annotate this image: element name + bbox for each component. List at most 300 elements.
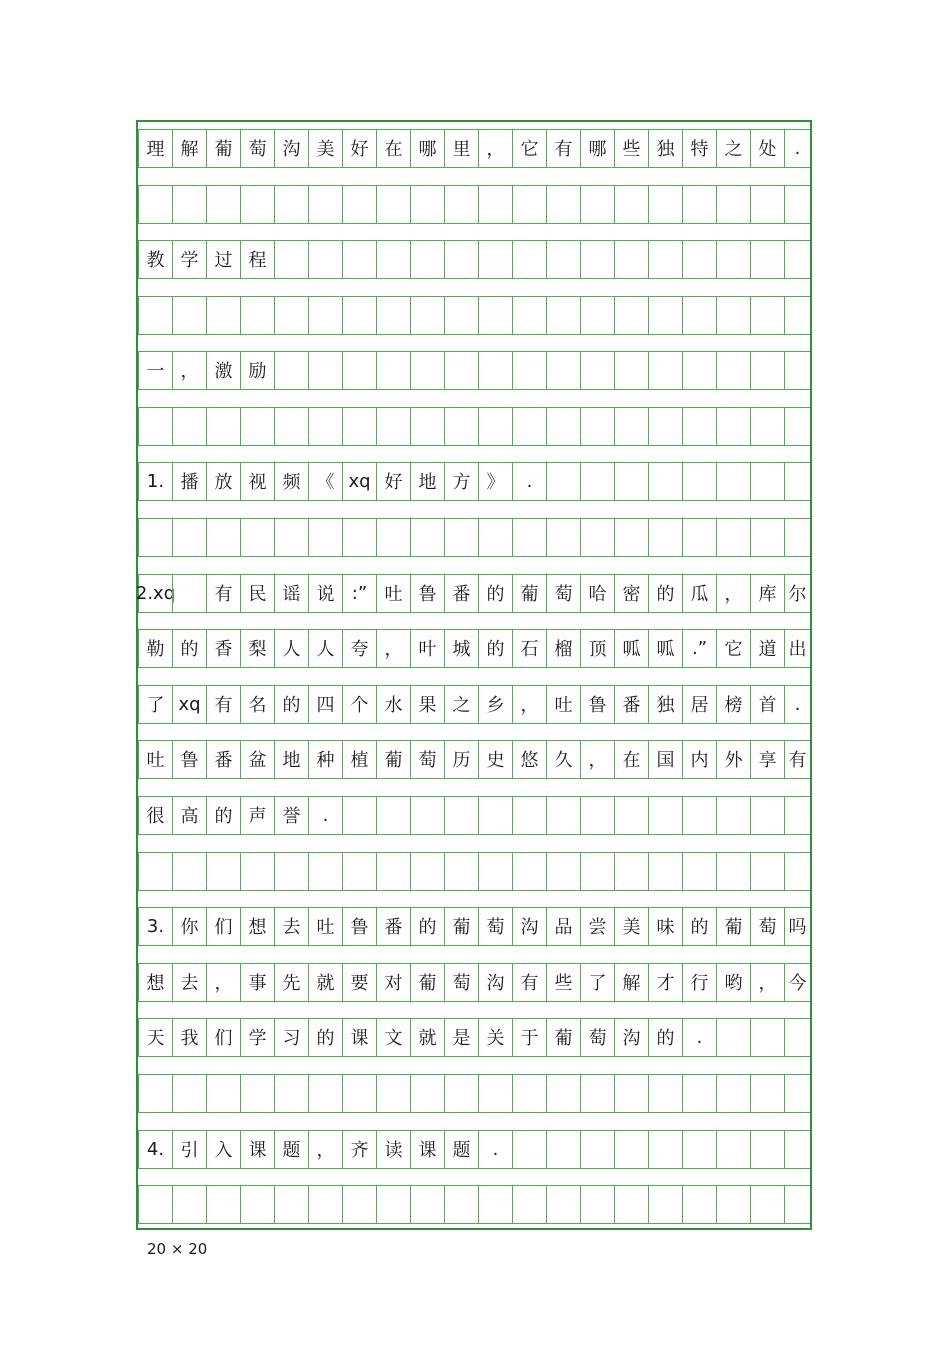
grid-cell: ，	[750, 963, 784, 1001]
grid-cell: 事	[240, 963, 274, 1001]
grid-cell: 史	[478, 740, 512, 778]
grid-cell	[478, 351, 512, 389]
grid-cell	[580, 1130, 614, 1168]
grid-row	[138, 462, 810, 500]
grid-cell: 榴	[546, 629, 580, 667]
grid-row-bottom-line	[138, 778, 810, 779]
grid-row-bottom-line	[138, 278, 810, 279]
grid-cell	[648, 1185, 682, 1223]
grid-cell	[478, 296, 512, 334]
grid-cell	[172, 1074, 206, 1112]
grid-cell: ，	[716, 574, 750, 612]
grid-cell: 沟	[512, 907, 546, 945]
grid-cell	[648, 1074, 682, 1112]
grid-cell	[648, 351, 682, 389]
grid-cell	[376, 518, 410, 556]
grid-cell	[478, 240, 512, 278]
grid-cell: 在	[376, 129, 410, 167]
grid-cell	[648, 407, 682, 445]
grid-cell	[614, 296, 648, 334]
grid-cell: 理	[138, 129, 172, 167]
grid-cell: 声	[240, 796, 274, 834]
grid-cell: 谣	[274, 574, 308, 612]
grid-cell	[512, 1074, 546, 1112]
grid-cell	[478, 852, 512, 890]
grid-cell: 的	[478, 574, 512, 612]
grid-cell: 内	[682, 740, 716, 778]
grid-cell: 萄	[410, 740, 444, 778]
grid-cell	[580, 296, 614, 334]
grid-cell	[750, 1074, 784, 1112]
grid-cell: 引	[172, 1130, 206, 1168]
grid-cell	[410, 1185, 444, 1223]
grid-cell: 香	[206, 629, 240, 667]
grid-cell	[274, 852, 308, 890]
grid-cell	[410, 796, 444, 834]
grid-cell	[172, 185, 206, 223]
grid-cell: ，	[206, 963, 240, 1001]
grid-cell	[784, 462, 810, 500]
grid-cell	[750, 1018, 784, 1056]
grid-cell	[546, 185, 580, 223]
grid-row-bottom-line	[138, 445, 810, 446]
grid-cell: 葡	[546, 1018, 580, 1056]
grid-cell: ，	[512, 685, 546, 723]
grid-cell	[444, 796, 478, 834]
grid-row	[138, 240, 810, 278]
grid-cell: 享	[750, 740, 784, 778]
grid-cell: 葡	[206, 129, 240, 167]
grid-row-bottom-line	[138, 1056, 810, 1057]
grid-cell: 天	[138, 1018, 172, 1056]
grid-cell: 方	[444, 462, 478, 500]
grid-cell: 国	[648, 740, 682, 778]
grid-cell	[206, 407, 240, 445]
grid-cell: 了	[580, 963, 614, 1001]
grid-cell: 于	[512, 1018, 546, 1056]
grid-cell	[580, 1185, 614, 1223]
grid-cell: 的	[648, 574, 682, 612]
grid-cell	[274, 185, 308, 223]
grid-cell	[444, 518, 478, 556]
grid-cell: 高	[172, 796, 206, 834]
grid-cell: 吗	[784, 907, 810, 945]
grid-cell	[682, 240, 716, 278]
grid-row-bottom-line	[138, 1001, 810, 1002]
grid-cell	[546, 518, 580, 556]
grid-cell: .	[308, 796, 342, 834]
grid-row	[138, 129, 810, 167]
grid-cell	[172, 1185, 206, 1223]
grid-cell: 题	[274, 1130, 308, 1168]
grid-cell	[512, 796, 546, 834]
grid-cell	[138, 1185, 172, 1223]
grid-cell	[376, 185, 410, 223]
grid-cell: 课	[240, 1130, 274, 1168]
grid-cell	[342, 240, 376, 278]
grid-cell	[716, 240, 750, 278]
grid-cell	[648, 518, 682, 556]
grid-cell: 学	[172, 240, 206, 278]
grid-cell: 沟	[614, 1018, 648, 1056]
grid-cell: 3.	[138, 907, 172, 945]
grid-cell: 番	[376, 907, 410, 945]
grid-cell	[308, 518, 342, 556]
grid-cell	[716, 796, 750, 834]
grid-cell	[784, 1185, 810, 1223]
grid-row-bottom-line	[138, 1112, 810, 1113]
grid-cell	[410, 1074, 444, 1112]
grid-cell	[546, 1185, 580, 1223]
grid-cell: 就	[410, 1018, 444, 1056]
grid-cell: 频	[274, 462, 308, 500]
grid-cell: 的	[308, 1018, 342, 1056]
grid-cell: 道	[750, 629, 784, 667]
grid-cell	[240, 407, 274, 445]
grid-cell: 库	[750, 574, 784, 612]
grid-cell: 有	[206, 574, 240, 612]
grid-cell	[750, 518, 784, 556]
grid-cell: 有	[206, 685, 240, 723]
grid-cell	[512, 852, 546, 890]
grid-cell	[614, 351, 648, 389]
grid-cell	[138, 518, 172, 556]
grid-cell	[750, 407, 784, 445]
grid-cell: 入	[206, 1130, 240, 1168]
grid-cell	[580, 462, 614, 500]
grid-cell	[648, 462, 682, 500]
grid-cell: 哈	[580, 574, 614, 612]
grid-cell	[138, 185, 172, 223]
grid-cell	[580, 351, 614, 389]
grid-cell	[172, 518, 206, 556]
grid-cell	[308, 240, 342, 278]
grid-cell: 水	[376, 685, 410, 723]
grid-cell: 解	[172, 129, 206, 167]
grid-cell: 誉	[274, 796, 308, 834]
grid-row-bottom-line	[138, 1168, 810, 1169]
grid-cell: 榜	[716, 685, 750, 723]
grid-cell	[478, 518, 512, 556]
grid-cell	[444, 1185, 478, 1223]
grid-cell	[580, 852, 614, 890]
grid-cell	[682, 296, 716, 334]
grid-cell: 在	[614, 740, 648, 778]
grid-cell: .”	[682, 629, 716, 667]
grid-row-bottom-line	[138, 890, 810, 891]
grid-cell	[308, 407, 342, 445]
grid-cell: 4.	[138, 1130, 172, 1168]
grid-cell	[410, 185, 444, 223]
grid-cell	[716, 1074, 750, 1112]
grid-cell: 之	[716, 129, 750, 167]
grid-cell: 课	[342, 1018, 376, 1056]
grid-cell	[410, 407, 444, 445]
grid-cell	[342, 852, 376, 890]
grid-cell: 历	[444, 740, 478, 778]
grid-cell: 的	[478, 629, 512, 667]
grid-cell: 鲁	[342, 907, 376, 945]
grid-cell: 独	[648, 685, 682, 723]
grid-cell: 悠	[512, 740, 546, 778]
grid-cell	[682, 185, 716, 223]
grid-cell	[512, 518, 546, 556]
grid-cell: 播	[172, 462, 206, 500]
grid-cell: 勒	[138, 629, 172, 667]
grid-cell: 的	[274, 685, 308, 723]
grid-cell	[648, 1130, 682, 1168]
grid-row	[138, 296, 810, 334]
grid-cell	[682, 1130, 716, 1168]
grid-cell	[648, 240, 682, 278]
grid-cell	[580, 1074, 614, 1112]
grid-cell	[308, 296, 342, 334]
grid-cell	[682, 407, 716, 445]
grid-cell: 处	[750, 129, 784, 167]
grid-cell: 顶	[580, 629, 614, 667]
grid-cell: 它	[512, 129, 546, 167]
grid-cell	[750, 852, 784, 890]
grid-cell	[308, 1074, 342, 1112]
grid-cell	[648, 852, 682, 890]
grid-cell	[342, 407, 376, 445]
grid-row	[138, 796, 810, 834]
grid-cell	[784, 518, 810, 556]
grid-row	[138, 1074, 810, 1112]
grid-cell	[682, 1185, 716, 1223]
grid-cell: ，	[478, 129, 512, 167]
grid-cell: 读	[376, 1130, 410, 1168]
grid-cell: 1.	[138, 462, 172, 500]
grid-cell	[648, 796, 682, 834]
grid-cell: 很	[138, 796, 172, 834]
grid-row	[138, 629, 810, 667]
grid-cell	[274, 518, 308, 556]
grid-cell	[750, 240, 784, 278]
grid-cell: 味	[648, 907, 682, 945]
grid-row-bottom-line	[138, 556, 810, 557]
grid-cell	[580, 240, 614, 278]
grid-cell: 萄	[240, 129, 274, 167]
grid-cell: 》	[478, 462, 512, 500]
grid-cell	[376, 296, 410, 334]
grid-cell	[546, 852, 580, 890]
grid-cell: 学	[240, 1018, 274, 1056]
grid-cell	[716, 185, 750, 223]
grid-cell: 的	[206, 796, 240, 834]
grid-cell: 居	[682, 685, 716, 723]
grid-row	[135, 574, 810, 612]
grid-row-bottom-line	[138, 612, 810, 613]
grid-cell	[308, 852, 342, 890]
grid-cell: 之	[444, 685, 478, 723]
grid-cell: 吐	[308, 907, 342, 945]
grid-cell: 番	[614, 685, 648, 723]
grid-cell: 放	[206, 462, 240, 500]
grid-cell: 想	[138, 963, 172, 1001]
grid-cell: 萄	[750, 907, 784, 945]
grid-cell	[716, 407, 750, 445]
grid-cell	[240, 1074, 274, 1112]
grid-row-bottom-line	[138, 723, 810, 724]
grid-cell: .	[784, 129, 810, 167]
grid-cell	[546, 1130, 580, 1168]
grid-cell	[342, 1074, 376, 1112]
grid-cell: xq	[342, 462, 376, 500]
grid-cell	[274, 240, 308, 278]
grid-cell	[580, 185, 614, 223]
grid-cell: 夸	[342, 629, 376, 667]
grid-cell: 今	[784, 963, 810, 1001]
grid-cell	[614, 796, 648, 834]
grid-cell: 鲁	[580, 685, 614, 723]
grid-cell: 些	[546, 963, 580, 1001]
grid-cell	[580, 407, 614, 445]
grid-row	[138, 407, 810, 445]
grid-cell	[206, 296, 240, 334]
grid-cell	[716, 518, 750, 556]
grid-cell	[750, 1185, 784, 1223]
grid-cell: 哟	[716, 963, 750, 1001]
grid-row-bottom-line	[138, 834, 810, 835]
grid-cell: 番	[206, 740, 240, 778]
grid-cell: 四	[308, 685, 342, 723]
grid-cell: 果	[410, 685, 444, 723]
grid-cell	[410, 852, 444, 890]
grid-cell	[478, 1185, 512, 1223]
grid-cell: 文	[376, 1018, 410, 1056]
grid-cell: 就	[308, 963, 342, 1001]
grid-cell: 们	[206, 907, 240, 945]
grid-cell: 关	[478, 1018, 512, 1056]
grid-cell	[682, 351, 716, 389]
grid-cell	[750, 462, 784, 500]
grid-cell: 叶	[410, 629, 444, 667]
grid-cell	[614, 1074, 648, 1112]
grid-cell	[716, 1018, 750, 1056]
grid-cell: 励	[240, 351, 274, 389]
grid-cell	[750, 296, 784, 334]
grid-cell	[750, 796, 784, 834]
grid-cell	[580, 796, 614, 834]
grid-cell: 美	[308, 129, 342, 167]
grid-cell: 番	[444, 574, 478, 612]
grid-row-bottom-line	[138, 667, 810, 668]
grid-cell: 瓜	[682, 574, 716, 612]
grid-cell	[512, 1185, 546, 1223]
grid-cell	[172, 296, 206, 334]
grid-cell: 先	[274, 963, 308, 1001]
grid-cell: 里	[444, 129, 478, 167]
grid-cell	[240, 185, 274, 223]
grid-cell: 尝	[580, 907, 614, 945]
grid-cell	[376, 351, 410, 389]
grid-cell: 呱	[648, 629, 682, 667]
grid-cell	[342, 296, 376, 334]
grid-row	[138, 907, 810, 945]
grid-cell: 鲁	[172, 740, 206, 778]
grid-cell: 出	[784, 629, 810, 667]
grid-cell: 萄	[444, 963, 478, 1001]
grid-cell	[546, 351, 580, 389]
grid-cell: 激	[206, 351, 240, 389]
grid-cell	[444, 351, 478, 389]
grid-cell: 解	[614, 963, 648, 1001]
grid-cell: 葡	[444, 907, 478, 945]
grid-cell: 说	[308, 574, 342, 612]
grid-cell	[716, 351, 750, 389]
grid-cell: 呱	[614, 629, 648, 667]
grid-cell: 鲁	[410, 574, 444, 612]
grid-cell: 吐	[376, 574, 410, 612]
grid-cell	[614, 1185, 648, 1223]
grid-cell	[444, 185, 478, 223]
grid-cell	[614, 1130, 648, 1168]
grid-cell: 石	[512, 629, 546, 667]
grid-cell: 独	[648, 129, 682, 167]
grid-row	[138, 740, 810, 778]
grid-cell: ，	[580, 740, 614, 778]
grid-cell	[376, 1074, 410, 1112]
grid-cell	[750, 185, 784, 223]
grid-cell	[240, 518, 274, 556]
grid-cell: 萄	[478, 907, 512, 945]
grid-cell	[308, 185, 342, 223]
grid-cell: 城	[444, 629, 478, 667]
grid-row-bottom-line	[138, 334, 810, 335]
grid-cell	[648, 296, 682, 334]
grid-cell: 尔	[784, 574, 810, 612]
grid-cell: 们	[206, 1018, 240, 1056]
grid-cell	[444, 240, 478, 278]
grid-size-label: 20 × 20	[147, 1240, 208, 1258]
grid-cell	[682, 518, 716, 556]
grid-cell: 它	[716, 629, 750, 667]
grid-cell	[376, 240, 410, 278]
grid-cell: 去	[274, 907, 308, 945]
grid-cell	[682, 1074, 716, 1112]
grid-cell: 行	[682, 963, 716, 1001]
grid-cell	[784, 852, 810, 890]
grid-cell: 地	[410, 462, 444, 500]
grid-cell	[784, 296, 810, 334]
grid-cell: .	[784, 685, 810, 723]
grid-cell: 吐	[546, 685, 580, 723]
grid-row	[138, 1018, 810, 1056]
grid-cell	[172, 574, 206, 612]
grid-cell: 乡	[478, 685, 512, 723]
grid-cell	[172, 852, 206, 890]
grid-cell: 梨	[240, 629, 274, 667]
grid-cell: .	[478, 1130, 512, 1168]
grid-cell: xq	[172, 685, 206, 723]
grid-cell	[172, 407, 206, 445]
grid-cell: 题	[444, 1130, 478, 1168]
grid-cell	[614, 518, 648, 556]
grid-cell	[410, 240, 444, 278]
grid-cell: 哪	[410, 129, 444, 167]
grid-cell: 齐	[342, 1130, 376, 1168]
grid-cell	[784, 1018, 810, 1056]
grid-cell: 首	[750, 685, 784, 723]
grid-cell	[308, 351, 342, 389]
grid-cell	[648, 185, 682, 223]
grid-row-bottom-line	[138, 167, 810, 168]
grid-cell	[546, 296, 580, 334]
grid-cell	[750, 351, 784, 389]
grid-cell: .	[682, 1018, 716, 1056]
grid-cell: 哪	[580, 129, 614, 167]
